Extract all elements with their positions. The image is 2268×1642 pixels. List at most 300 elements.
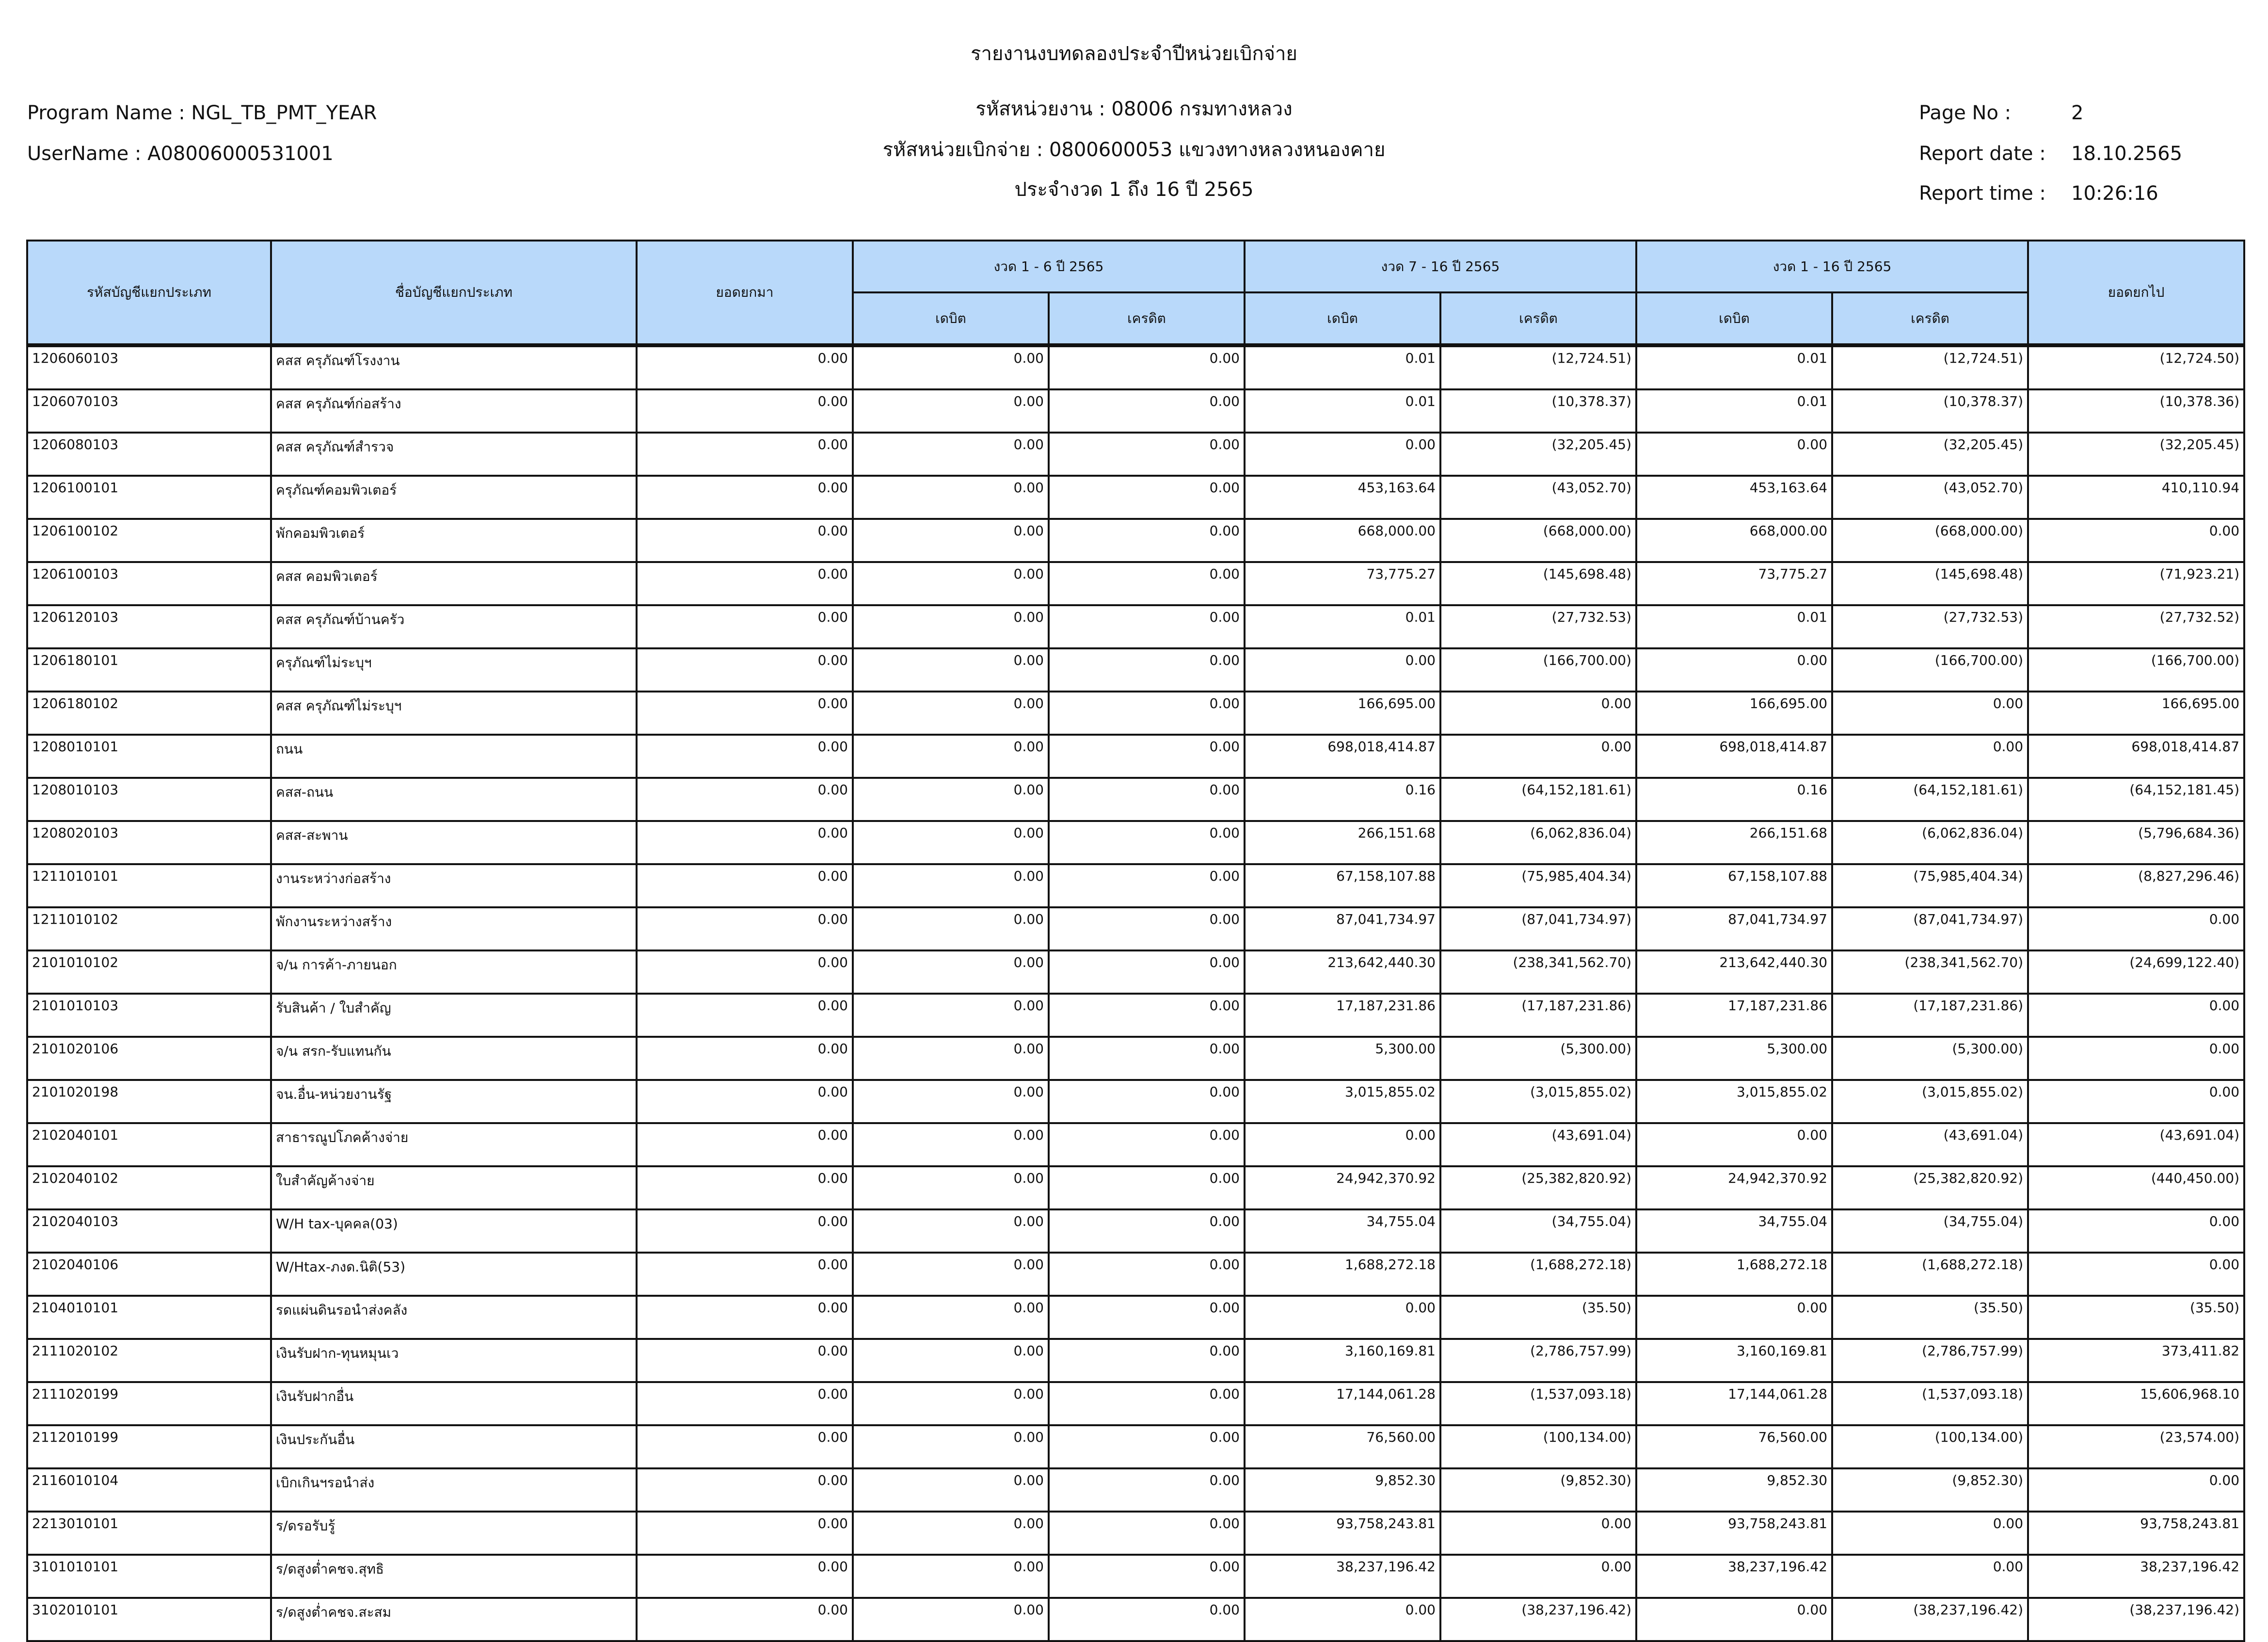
cell-carried-forward: (43,691.04) — [2028, 1123, 2244, 1166]
cell-credit-7-16: (75,985,404.34) — [1440, 864, 1636, 907]
cell-brought-forward: 0.00 — [637, 950, 853, 994]
header-carried-forward: ยอดยกไป — [2028, 241, 2244, 345]
cell-account-name: ร/ดสูงต่ำคชจ.สะสม — [271, 1598, 637, 1641]
table-row — [27, 1339, 2244, 1382]
cell-credit-1-6: 0.00 — [1049, 1209, 1245, 1253]
cell-debit-1-6: 0.00 — [853, 562, 1049, 605]
cell-brought-forward: 0.00 — [637, 605, 853, 648]
cell-account-name: ใบสำคัญค้างจ่าย — [271, 1166, 637, 1209]
cell-credit-7-16: (43,052.70) — [1440, 476, 1636, 519]
cell-debit-1-16: 24,942,370.92 — [1636, 1166, 1832, 1209]
cell-carried-forward: (5,796,684.36) — [2028, 821, 2244, 864]
cell-account-code: 2111020102 — [27, 1339, 271, 1382]
cell-account-name: รับสินค้า / ใบสำคัญ — [271, 994, 637, 1037]
cell-account-code: 1211010101 — [27, 864, 271, 907]
cell-brought-forward: 0.00 — [637, 1166, 853, 1209]
cell-debit-1-6: 0.00 — [853, 950, 1049, 994]
cell-debit-7-16: 453,163.64 — [1245, 476, 1440, 519]
table-row — [27, 1037, 2244, 1080]
program-name: Program Name : NGL_TB_PMT_YEAR — [27, 102, 377, 124]
cell-brought-forward: 0.00 — [637, 864, 853, 907]
cell-carried-forward: 0.00 — [2028, 1209, 2244, 1253]
cell-credit-1-16: (10,378.37) — [1832, 389, 2028, 433]
cell-credit-1-6: 0.00 — [1049, 864, 1245, 907]
cell-account-name: สาธารณูปโภคค้างจ่าย — [271, 1123, 637, 1166]
cell-brought-forward: 0.00 — [637, 778, 853, 821]
cell-debit-1-16: 668,000.00 — [1636, 519, 1832, 562]
cell-debit-1-16: 34,755.04 — [1636, 1209, 1832, 1253]
cell-brought-forward: 0.00 — [637, 692, 853, 735]
trial-balance-table — [26, 240, 2245, 1642]
cell-account-name: เงินรับฝากอื่น — [271, 1382, 637, 1425]
cell-credit-1-6: 0.00 — [1049, 1296, 1245, 1339]
cell-debit-1-16: 0.00 — [1636, 1598, 1832, 1641]
cell-credit-1-6: 0.00 — [1049, 562, 1245, 605]
cell-account-name: W/Htax-ภงด.นิติ(53) — [271, 1253, 637, 1296]
cell-account-name: เงินประกันอื่น — [271, 1425, 637, 1468]
cell-debit-1-16: 0.00 — [1636, 648, 1832, 692]
cell-credit-1-16: (34,755.04) — [1832, 1209, 2028, 1253]
cell-debit-1-16: 9,852.30 — [1636, 1468, 1832, 1512]
cell-account-name: ครุภัณฑ์คอมพิวเตอร์ — [271, 476, 637, 519]
cell-carried-forward: 0.00 — [2028, 994, 2244, 1037]
table-row — [27, 1166, 2244, 1209]
header-account-name: ชื่อบัญชีแยกประเภท — [271, 241, 637, 345]
cell-debit-1-6: 0.00 — [853, 1382, 1049, 1425]
cell-credit-7-16: 0.00 — [1440, 1555, 1636, 1598]
cell-debit-1-6: 0.00 — [853, 476, 1049, 519]
cell-debit-1-6: 0.00 — [853, 907, 1049, 950]
cell-brought-forward: 0.00 — [637, 1555, 853, 1598]
cell-debit-1-16: 38,237,196.42 — [1636, 1555, 1832, 1598]
cell-account-name: งานระหว่างก่อสร้าง — [271, 864, 637, 907]
cell-credit-7-16: (1,688,272.18) — [1440, 1253, 1636, 1296]
cell-account-name: คสส ครุภัณฑ์โรงงาน — [271, 345, 637, 389]
cell-debit-7-16: 0.01 — [1245, 389, 1440, 433]
cell-brought-forward: 0.00 — [637, 1598, 853, 1641]
cell-credit-7-16: (87,041,734.97) — [1440, 907, 1636, 950]
cell-credit-7-16: (3,015,855.02) — [1440, 1080, 1636, 1123]
cell-debit-7-16: 17,187,231.86 — [1245, 994, 1440, 1037]
cell-account-name: คสส ครุภัณฑ์สำรวจ — [271, 433, 637, 476]
cell-credit-7-16: (5,300.00) — [1440, 1037, 1636, 1080]
table-row — [27, 433, 2244, 476]
cell-carried-forward: (8,827,296.46) — [2028, 864, 2244, 907]
cell-credit-1-16: (87,041,734.97) — [1832, 907, 2028, 950]
cell-carried-forward: (440,450.00) — [2028, 1166, 2244, 1209]
header-period-1-16: งวด 1 - 16 ปี 2565 — [1636, 241, 2028, 292]
cell-account-code: 1206070103 — [27, 389, 271, 433]
table-row — [27, 562, 2244, 605]
cell-account-name: ครุภัณฑ์ไม่ระบุฯ — [271, 648, 637, 692]
cell-account-name: W/H tax-บุคคล(03) — [271, 1209, 637, 1253]
cell-account-code: 2104010101 — [27, 1296, 271, 1339]
cell-credit-7-16: (10,378.37) — [1440, 389, 1636, 433]
cell-credit-1-16: (35.50) — [1832, 1296, 2028, 1339]
table-row — [27, 389, 2244, 433]
cell-credit-1-6: 0.00 — [1049, 1512, 1245, 1555]
cell-account-name: จน.อื่น-หน่วยงานรัฐ — [271, 1080, 637, 1123]
cell-account-code: 1206080103 — [27, 433, 271, 476]
cell-credit-1-16: (1,688,272.18) — [1832, 1253, 2028, 1296]
header-brought-forward: ยอดยกมา — [637, 241, 853, 345]
cell-credit-7-16: (2,786,757.99) — [1440, 1339, 1636, 1382]
cell-debit-7-16: 87,041,734.97 — [1245, 907, 1440, 950]
cell-account-code: 1208010101 — [27, 735, 271, 778]
cell-debit-1-6: 0.00 — [853, 345, 1049, 389]
cell-carried-forward: 38,237,196.42 — [2028, 1555, 2244, 1598]
cell-credit-7-16: (1,537,093.18) — [1440, 1382, 1636, 1425]
cell-credit-1-6: 0.00 — [1049, 994, 1245, 1037]
cell-credit-1-16: (27,732.53) — [1832, 605, 2028, 648]
cell-carried-forward: (166,700.00) — [2028, 648, 2244, 692]
cell-brought-forward: 0.00 — [637, 648, 853, 692]
cell-carried-forward: 0.00 — [2028, 519, 2244, 562]
cell-credit-7-16: (238,341,562.70) — [1440, 950, 1636, 994]
table-row — [27, 476, 2244, 519]
table-row — [27, 821, 2244, 864]
cell-account-code: 1211010102 — [27, 907, 271, 950]
header-period-1-6: งวด 1 - 6 ปี 2565 — [853, 241, 1245, 292]
table-row — [27, 648, 2244, 692]
cell-brought-forward: 0.00 — [637, 735, 853, 778]
table-row — [27, 1382, 2244, 1425]
cell-brought-forward: 0.00 — [637, 345, 853, 389]
cell-debit-1-6: 0.00 — [853, 1037, 1049, 1080]
cell-debit-7-16: 0.00 — [1245, 648, 1440, 692]
report-date-label: Report date : — [1919, 143, 2046, 165]
cell-account-code: 2102040102 — [27, 1166, 271, 1209]
cell-account-code: 1206180101 — [27, 648, 271, 692]
cell-debit-7-16: 3,015,855.02 — [1245, 1080, 1440, 1123]
cell-credit-7-16: (35.50) — [1440, 1296, 1636, 1339]
table-row — [27, 1468, 2244, 1512]
cell-carried-forward: (12,724.50) — [2028, 345, 2244, 389]
cell-credit-1-6: 0.00 — [1049, 1598, 1245, 1641]
cell-credit-7-16: (64,152,181.61) — [1440, 778, 1636, 821]
cell-debit-1-16: 0.01 — [1636, 389, 1832, 433]
cell-account-name: จ/น การค้า-ภายนอก — [271, 950, 637, 994]
cell-credit-7-16: (668,000.00) — [1440, 519, 1636, 562]
cell-debit-1-16: 698,018,414.87 — [1636, 735, 1832, 778]
cell-debit-1-6: 0.00 — [853, 1425, 1049, 1468]
table-row — [27, 1555, 2244, 1598]
page-no-label: Page No : — [1919, 102, 2012, 124]
cell-account-code: 1206100103 — [27, 562, 271, 605]
cell-credit-1-6: 0.00 — [1049, 735, 1245, 778]
cell-credit-7-16: (25,382,820.92) — [1440, 1166, 1636, 1209]
cell-debit-1-6: 0.00 — [853, 735, 1049, 778]
cell-debit-1-16: 76,560.00 — [1636, 1425, 1832, 1468]
report-date-value: 18.10.2565 — [2071, 143, 2183, 165]
cell-credit-7-16: (43,691.04) — [1440, 1123, 1636, 1166]
cell-carried-forward: 0.00 — [2028, 1080, 2244, 1123]
cell-debit-1-6: 0.00 — [853, 605, 1049, 648]
cell-credit-1-6: 0.00 — [1049, 389, 1245, 433]
cell-debit-7-16: 24,942,370.92 — [1245, 1166, 1440, 1209]
cell-credit-7-16: 0.00 — [1440, 735, 1636, 778]
cell-debit-1-6: 0.00 — [853, 1253, 1049, 1296]
cell-account-code: 1206060103 — [27, 345, 271, 389]
cell-brought-forward: 0.00 — [637, 1296, 853, 1339]
cell-credit-1-6: 0.00 — [1049, 1468, 1245, 1512]
cell-credit-1-16: (5,300.00) — [1832, 1037, 2028, 1080]
cell-account-name: ร/ดรอรับรู้ — [271, 1512, 637, 1555]
cell-credit-1-6: 0.00 — [1049, 1166, 1245, 1209]
cell-debit-1-6: 0.00 — [853, 1555, 1049, 1598]
cell-debit-1-16: 17,144,061.28 — [1636, 1382, 1832, 1425]
cell-carried-forward: (27,732.52) — [2028, 605, 2244, 648]
cell-credit-7-16: (6,062,836.04) — [1440, 821, 1636, 864]
cell-account-code: 1208010103 — [27, 778, 271, 821]
cell-credit-1-16: (9,852.30) — [1832, 1468, 2028, 1512]
cell-debit-7-16: 76,560.00 — [1245, 1425, 1440, 1468]
cell-brought-forward: 0.00 — [637, 1512, 853, 1555]
report-title: รายงานงบทดลองประจำปีหน่วยเบิกจ่าย — [971, 43, 1297, 65]
cell-account-code: 1206100102 — [27, 519, 271, 562]
cell-credit-1-6: 0.00 — [1049, 778, 1245, 821]
cell-debit-1-16: 166,695.00 — [1636, 692, 1832, 735]
table-row — [27, 735, 2244, 778]
cell-account-name: ถนน — [271, 735, 637, 778]
header-credit-1-16: เครดิต — [1832, 292, 2028, 345]
page-no-value: 2 — [2071, 102, 2084, 124]
cell-carried-forward: 0.00 — [2028, 907, 2244, 950]
table-row — [27, 907, 2244, 950]
table-row — [27, 519, 2244, 562]
cell-credit-1-6: 0.00 — [1049, 345, 1245, 389]
cell-account-name: คสส ครุภัณฑ์ไม่ระบุฯ — [271, 692, 637, 735]
header-debit-7-16: เดบิต — [1245, 292, 1440, 345]
cell-debit-7-16: 9,852.30 — [1245, 1468, 1440, 1512]
cell-debit-1-16: 67,158,107.88 — [1636, 864, 1832, 907]
cell-account-code: 1206100101 — [27, 476, 271, 519]
cell-credit-1-6: 0.00 — [1049, 1382, 1245, 1425]
cell-brought-forward: 0.00 — [637, 907, 853, 950]
cell-brought-forward: 0.00 — [637, 389, 853, 433]
cell-debit-1-16: 1,688,272.18 — [1636, 1253, 1832, 1296]
cell-brought-forward: 0.00 — [637, 1080, 853, 1123]
cell-credit-1-6: 0.00 — [1049, 1339, 1245, 1382]
cell-credit-1-6: 0.00 — [1049, 1123, 1245, 1166]
cell-brought-forward: 0.00 — [637, 1382, 853, 1425]
cell-credit-7-16: (9,852.30) — [1440, 1468, 1636, 1512]
cell-credit-1-16: (6,062,836.04) — [1832, 821, 2028, 864]
cell-credit-1-16: (2,786,757.99) — [1832, 1339, 2028, 1382]
cell-account-name: คสส คอมพิวเตอร์ — [271, 562, 637, 605]
cell-credit-1-16: (238,341,562.70) — [1832, 950, 2028, 994]
cell-debit-1-6: 0.00 — [853, 778, 1049, 821]
cell-brought-forward: 0.00 — [637, 562, 853, 605]
cell-debit-7-16: 0.00 — [1245, 433, 1440, 476]
cell-credit-1-6: 0.00 — [1049, 1425, 1245, 1468]
header-period-7-16: งวด 7 - 16 ปี 2565 — [1245, 241, 1636, 292]
cell-carried-forward: 0.00 — [2028, 1253, 2244, 1296]
cell-carried-forward: (23,574.00) — [2028, 1425, 2244, 1468]
cell-credit-1-16: (43,691.04) — [1832, 1123, 2028, 1166]
cell-credit-7-16: (17,187,231.86) — [1440, 994, 1636, 1037]
cell-credit-1-6: 0.00 — [1049, 907, 1245, 950]
cell-debit-1-6: 0.00 — [853, 1123, 1049, 1166]
cell-debit-1-16: 3,015,855.02 — [1636, 1080, 1832, 1123]
cell-account-name: รดแผ่นดินรอนำส่งคลัง — [271, 1296, 637, 1339]
cell-credit-1-6: 0.00 — [1049, 519, 1245, 562]
cell-credit-7-16: (38,237,196.42) — [1440, 1598, 1636, 1641]
cell-account-name: คสส ครุภัณฑ์ก่อสร้าง — [271, 389, 637, 433]
cell-credit-1-6: 0.00 — [1049, 1253, 1245, 1296]
header-debit-1-16: เดบิต — [1636, 292, 1832, 345]
cell-account-code: 2101010103 — [27, 994, 271, 1037]
cell-credit-1-16: (43,052.70) — [1832, 476, 2028, 519]
cell-account-name: คสส-ถนน — [271, 778, 637, 821]
cell-account-code: 1206120103 — [27, 605, 271, 648]
cell-brought-forward: 0.00 — [637, 1123, 853, 1166]
report-time-label: Report time : — [1919, 182, 2046, 205]
cell-debit-1-6: 0.00 — [853, 1512, 1049, 1555]
cell-debit-1-16: 0.16 — [1636, 778, 1832, 821]
cell-credit-1-16: (17,187,231.86) — [1832, 994, 2028, 1037]
cell-account-code: 2111020199 — [27, 1382, 271, 1425]
disbursement-unit-line: รหัสหน่วยเบิกจ่าย : 0800600053 แขวงทางหลวงหนองคาย — [882, 139, 1386, 161]
cell-debit-1-16: 453,163.64 — [1636, 476, 1832, 519]
cell-account-code: 2101010102 — [27, 950, 271, 994]
cell-credit-1-6: 0.00 — [1049, 648, 1245, 692]
cell-credit-1-16: (166,700.00) — [1832, 648, 2028, 692]
cell-credit-1-16: 0.00 — [1832, 1555, 2028, 1598]
header-account-code: รหัสบัญชีแยกประเภท — [27, 241, 271, 345]
cell-debit-7-16: 34,755.04 — [1245, 1209, 1440, 1253]
cell-credit-1-16: (12,724.51) — [1832, 345, 2028, 389]
cell-carried-forward: (10,378.36) — [2028, 389, 2244, 433]
cell-debit-7-16: 0.00 — [1245, 1598, 1440, 1641]
table-row — [27, 1512, 2244, 1555]
table-row — [27, 692, 2244, 735]
table-row — [27, 1296, 2244, 1339]
header-credit-1-6: เครดิต — [1049, 292, 1245, 345]
cell-debit-1-16: 0.00 — [1636, 1123, 1832, 1166]
cell-carried-forward: 166,695.00 — [2028, 692, 2244, 735]
cell-debit-7-16: 1,688,272.18 — [1245, 1253, 1440, 1296]
cell-credit-1-6: 0.00 — [1049, 1555, 1245, 1598]
cell-brought-forward: 0.00 — [637, 1253, 853, 1296]
cell-account-name: พักคอมพิวเตอร์ — [271, 519, 637, 562]
table-row — [27, 1123, 2244, 1166]
cell-debit-7-16: 698,018,414.87 — [1245, 735, 1440, 778]
cell-carried-forward: (71,923.21) — [2028, 562, 2244, 605]
cell-account-code: 1206180102 — [27, 692, 271, 735]
cell-debit-1-16: 266,151.68 — [1636, 821, 1832, 864]
table-body — [27, 345, 2244, 1641]
cell-debit-7-16: 5,300.00 — [1245, 1037, 1440, 1080]
cell-debit-7-16: 17,144,061.28 — [1245, 1382, 1440, 1425]
cell-debit-1-6: 0.00 — [853, 1339, 1049, 1382]
table-row — [27, 1425, 2244, 1468]
cell-carried-forward: 410,110.94 — [2028, 476, 2244, 519]
report-time-value: 10:26:16 — [2071, 182, 2158, 205]
cell-credit-1-6: 0.00 — [1049, 605, 1245, 648]
cell-debit-1-6: 0.00 — [853, 1166, 1049, 1209]
cell-account-code: 2102040101 — [27, 1123, 271, 1166]
cell-account-name: จ/น สรก-รับแทนกัน — [271, 1037, 637, 1080]
cell-credit-7-16: (166,700.00) — [1440, 648, 1636, 692]
cell-credit-1-16: (3,015,855.02) — [1832, 1080, 2028, 1123]
user-name: UserName : A08006000531001 — [27, 143, 334, 165]
cell-credit-7-16: (12,724.51) — [1440, 345, 1636, 389]
cell-credit-1-16: (1,537,093.18) — [1832, 1382, 2028, 1425]
cell-carried-forward: (38,237,196.42) — [2028, 1598, 2244, 1641]
cell-account-code: 2101020198 — [27, 1080, 271, 1123]
cell-debit-1-6: 0.00 — [853, 433, 1049, 476]
cell-carried-forward: 93,758,243.81 — [2028, 1512, 2244, 1555]
cell-debit-7-16: 38,237,196.42 — [1245, 1555, 1440, 1598]
cell-account-name: คสส ครุภัณฑ์บ้านครัว — [271, 605, 637, 648]
cell-debit-7-16: 266,151.68 — [1245, 821, 1440, 864]
cell-debit-1-16: 0.00 — [1636, 1296, 1832, 1339]
table-row — [27, 605, 2244, 648]
cell-credit-1-16: (38,237,196.42) — [1832, 1598, 2028, 1641]
cell-credit-7-16: (100,134.00) — [1440, 1425, 1636, 1468]
cell-brought-forward: 0.00 — [637, 1425, 853, 1468]
cell-debit-1-16: 73,775.27 — [1636, 562, 1832, 605]
cell-account-code: 2102040106 — [27, 1253, 271, 1296]
cell-debit-7-16: 0.01 — [1245, 605, 1440, 648]
cell-credit-1-6: 0.00 — [1049, 692, 1245, 735]
cell-debit-1-6: 0.00 — [853, 389, 1049, 433]
cell-carried-forward: (24,699,122.40) — [2028, 950, 2244, 994]
cell-carried-forward: (64,152,181.45) — [2028, 778, 2244, 821]
cell-brought-forward: 0.00 — [637, 519, 853, 562]
cell-brought-forward: 0.00 — [637, 433, 853, 476]
table-row — [27, 1209, 2244, 1253]
cell-credit-1-6: 0.00 — [1049, 950, 1245, 994]
table-row — [27, 1080, 2244, 1123]
header-credit-7-16: เครดิต — [1440, 292, 1636, 345]
cell-credit-7-16: (32,205.45) — [1440, 433, 1636, 476]
cell-account-name: เงินรับฝาก-ทุนหมุนเว — [271, 1339, 637, 1382]
cell-credit-1-16: (75,985,404.34) — [1832, 864, 2028, 907]
cell-debit-1-16: 5,300.00 — [1636, 1037, 1832, 1080]
table-row — [27, 950, 2244, 994]
cell-credit-1-16: 0.00 — [1832, 692, 2028, 735]
cell-debit-1-6: 0.00 — [853, 692, 1049, 735]
cell-debit-7-16: 93,758,243.81 — [1245, 1512, 1440, 1555]
table-row — [27, 345, 2244, 389]
cell-debit-1-6: 0.00 — [853, 821, 1049, 864]
cell-debit-7-16: 73,775.27 — [1245, 562, 1440, 605]
cell-debit-7-16: 0.16 — [1245, 778, 1440, 821]
period-line: ประจำงวด 1 ถึง 16 ปี 2565 — [1014, 178, 1254, 201]
cell-debit-1-6: 0.00 — [853, 1209, 1049, 1253]
cell-account-name: พักงานระหว่างสร้าง — [271, 907, 637, 950]
cell-debit-1-6: 0.00 — [853, 1468, 1049, 1512]
cell-credit-1-16: (100,134.00) — [1832, 1425, 2028, 1468]
cell-credit-7-16: (27,732.53) — [1440, 605, 1636, 648]
cell-brought-forward: 0.00 — [637, 1468, 853, 1512]
cell-debit-1-16: 213,642,440.30 — [1636, 950, 1832, 994]
cell-carried-forward: (35.50) — [2028, 1296, 2244, 1339]
cell-debit-7-16: 0.00 — [1245, 1296, 1440, 1339]
cell-credit-1-16: (32,205.45) — [1832, 433, 2028, 476]
cell-carried-forward: (32,205.45) — [2028, 433, 2244, 476]
cell-account-code: 3102010101 — [27, 1598, 271, 1641]
cell-debit-1-6: 0.00 — [853, 519, 1049, 562]
cell-brought-forward: 0.00 — [637, 1209, 853, 1253]
cell-account-code: 2101020106 — [27, 1037, 271, 1080]
cell-account-name: คสส-สะพาน — [271, 821, 637, 864]
cell-debit-1-6: 0.00 — [853, 864, 1049, 907]
cell-credit-7-16: (34,755.04) — [1440, 1209, 1636, 1253]
header-debit-1-6: เดบิต — [853, 292, 1049, 345]
